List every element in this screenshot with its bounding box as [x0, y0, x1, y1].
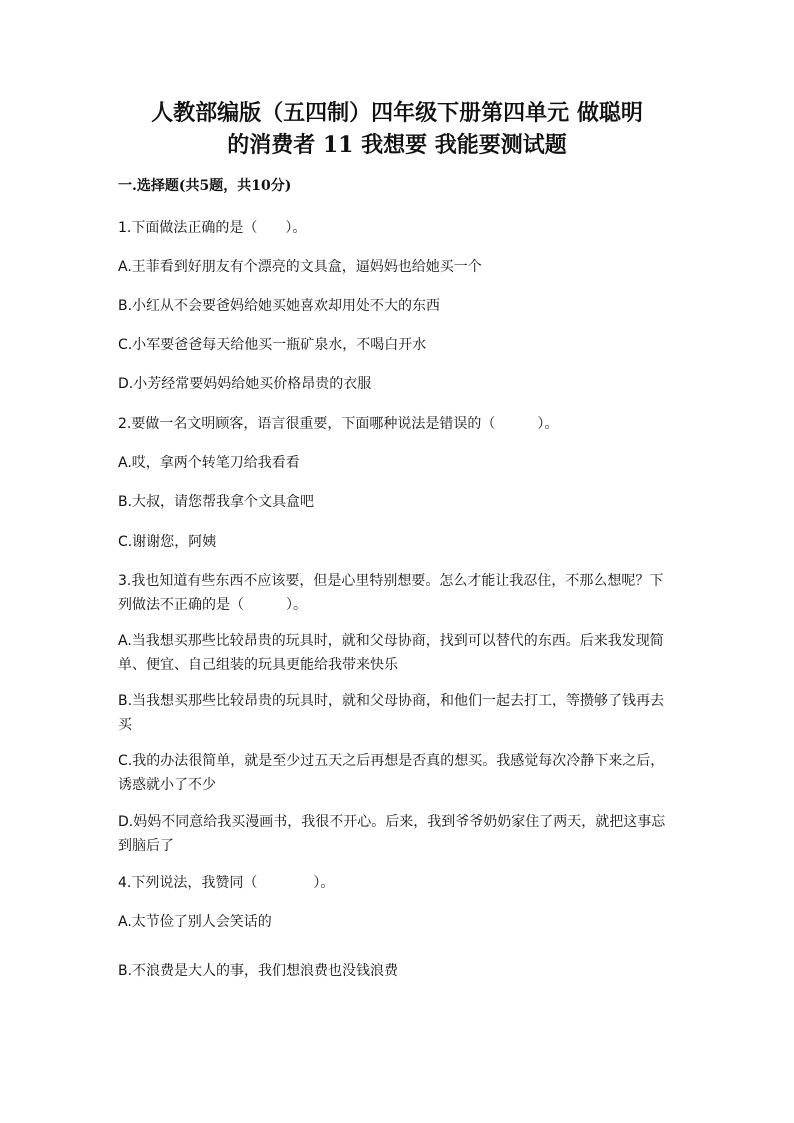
question-3-option-a: A.当我想买那些比较昂贵的玩具时，就和父母协商，找到可以替代的东西。后来我发现简单、便宜、自己组装的玩具更能给我带来快乐 [118, 633, 664, 673]
document-title-line-2: 的消费者 11 我想要 我能要测试题 [227, 132, 567, 158]
question-1-option-d: D.小芳经常要妈妈给她买价格昂贵的衣服 [118, 376, 372, 392]
question-4-option-b: B.不浪费是大人的事，我们想浪费也没钱浪费 [118, 963, 399, 979]
question-1-option-a: A.王菲看到好朋友有个漂亮的文具盒，逼妈妈也给她买一个 [118, 259, 482, 275]
question-1-stem: 1.下面做法正确的是（ ）。 [118, 220, 307, 236]
document-title-line-1: 人教部编版（五四制）四年级下册第四单元 做聪明 [151, 100, 643, 126]
question-4-option-a: A.太节俭了别人会笑话的 [118, 914, 272, 930]
question-3-option-d: D.妈妈不同意给我买漫画书，我很不开心。后来，我到爷爷奶奶家住了两天，就把这事忘到脑后了 [118, 814, 666, 854]
question-1-option-b: B.小红从不会要爸妈给她买她喜欢却用处不大的东西 [118, 298, 441, 314]
question-1-option-c: C.小军要爸爸每天给他买一瓶矿泉水，不喝白开水 [118, 337, 427, 353]
question-2-option-a: A.哎，拿两个转笔刀给我看看 [118, 455, 300, 471]
question-3-stem: 3.我也知道有些东西不应该要，但是心里特别想要。怎么才能让我忍住，不那么想呢？下列做法不正确的是（ ）。 [118, 573, 664, 613]
question-2-option-b: B.大叔，请您帮我拿个文具盒吧 [118, 494, 315, 510]
question-3-option-b: B.当我想买那些比较昂贵的玩具时，就和父母协商，和他们一起去打工，等攒够了钱再去买 [118, 693, 665, 733]
question-3-option-c: C.我的办法很简单，就是至少过五天之后再想是否真的想买。我感觉每次冷静下来之后，诱惑就小了不少 [118, 753, 665, 793]
section-heading: 一.选择题(共5题，共10分) [118, 178, 292, 194]
question-2-stem: 2.要做一名文明顾客，语言很重要，下面哪种说法是错误的（ ）。 [118, 416, 559, 432]
question-4-stem: 4.下列说法，我赞同（ ）。 [118, 875, 335, 891]
question-2-option-c: C.谢谢您，阿姨 [118, 534, 217, 550]
